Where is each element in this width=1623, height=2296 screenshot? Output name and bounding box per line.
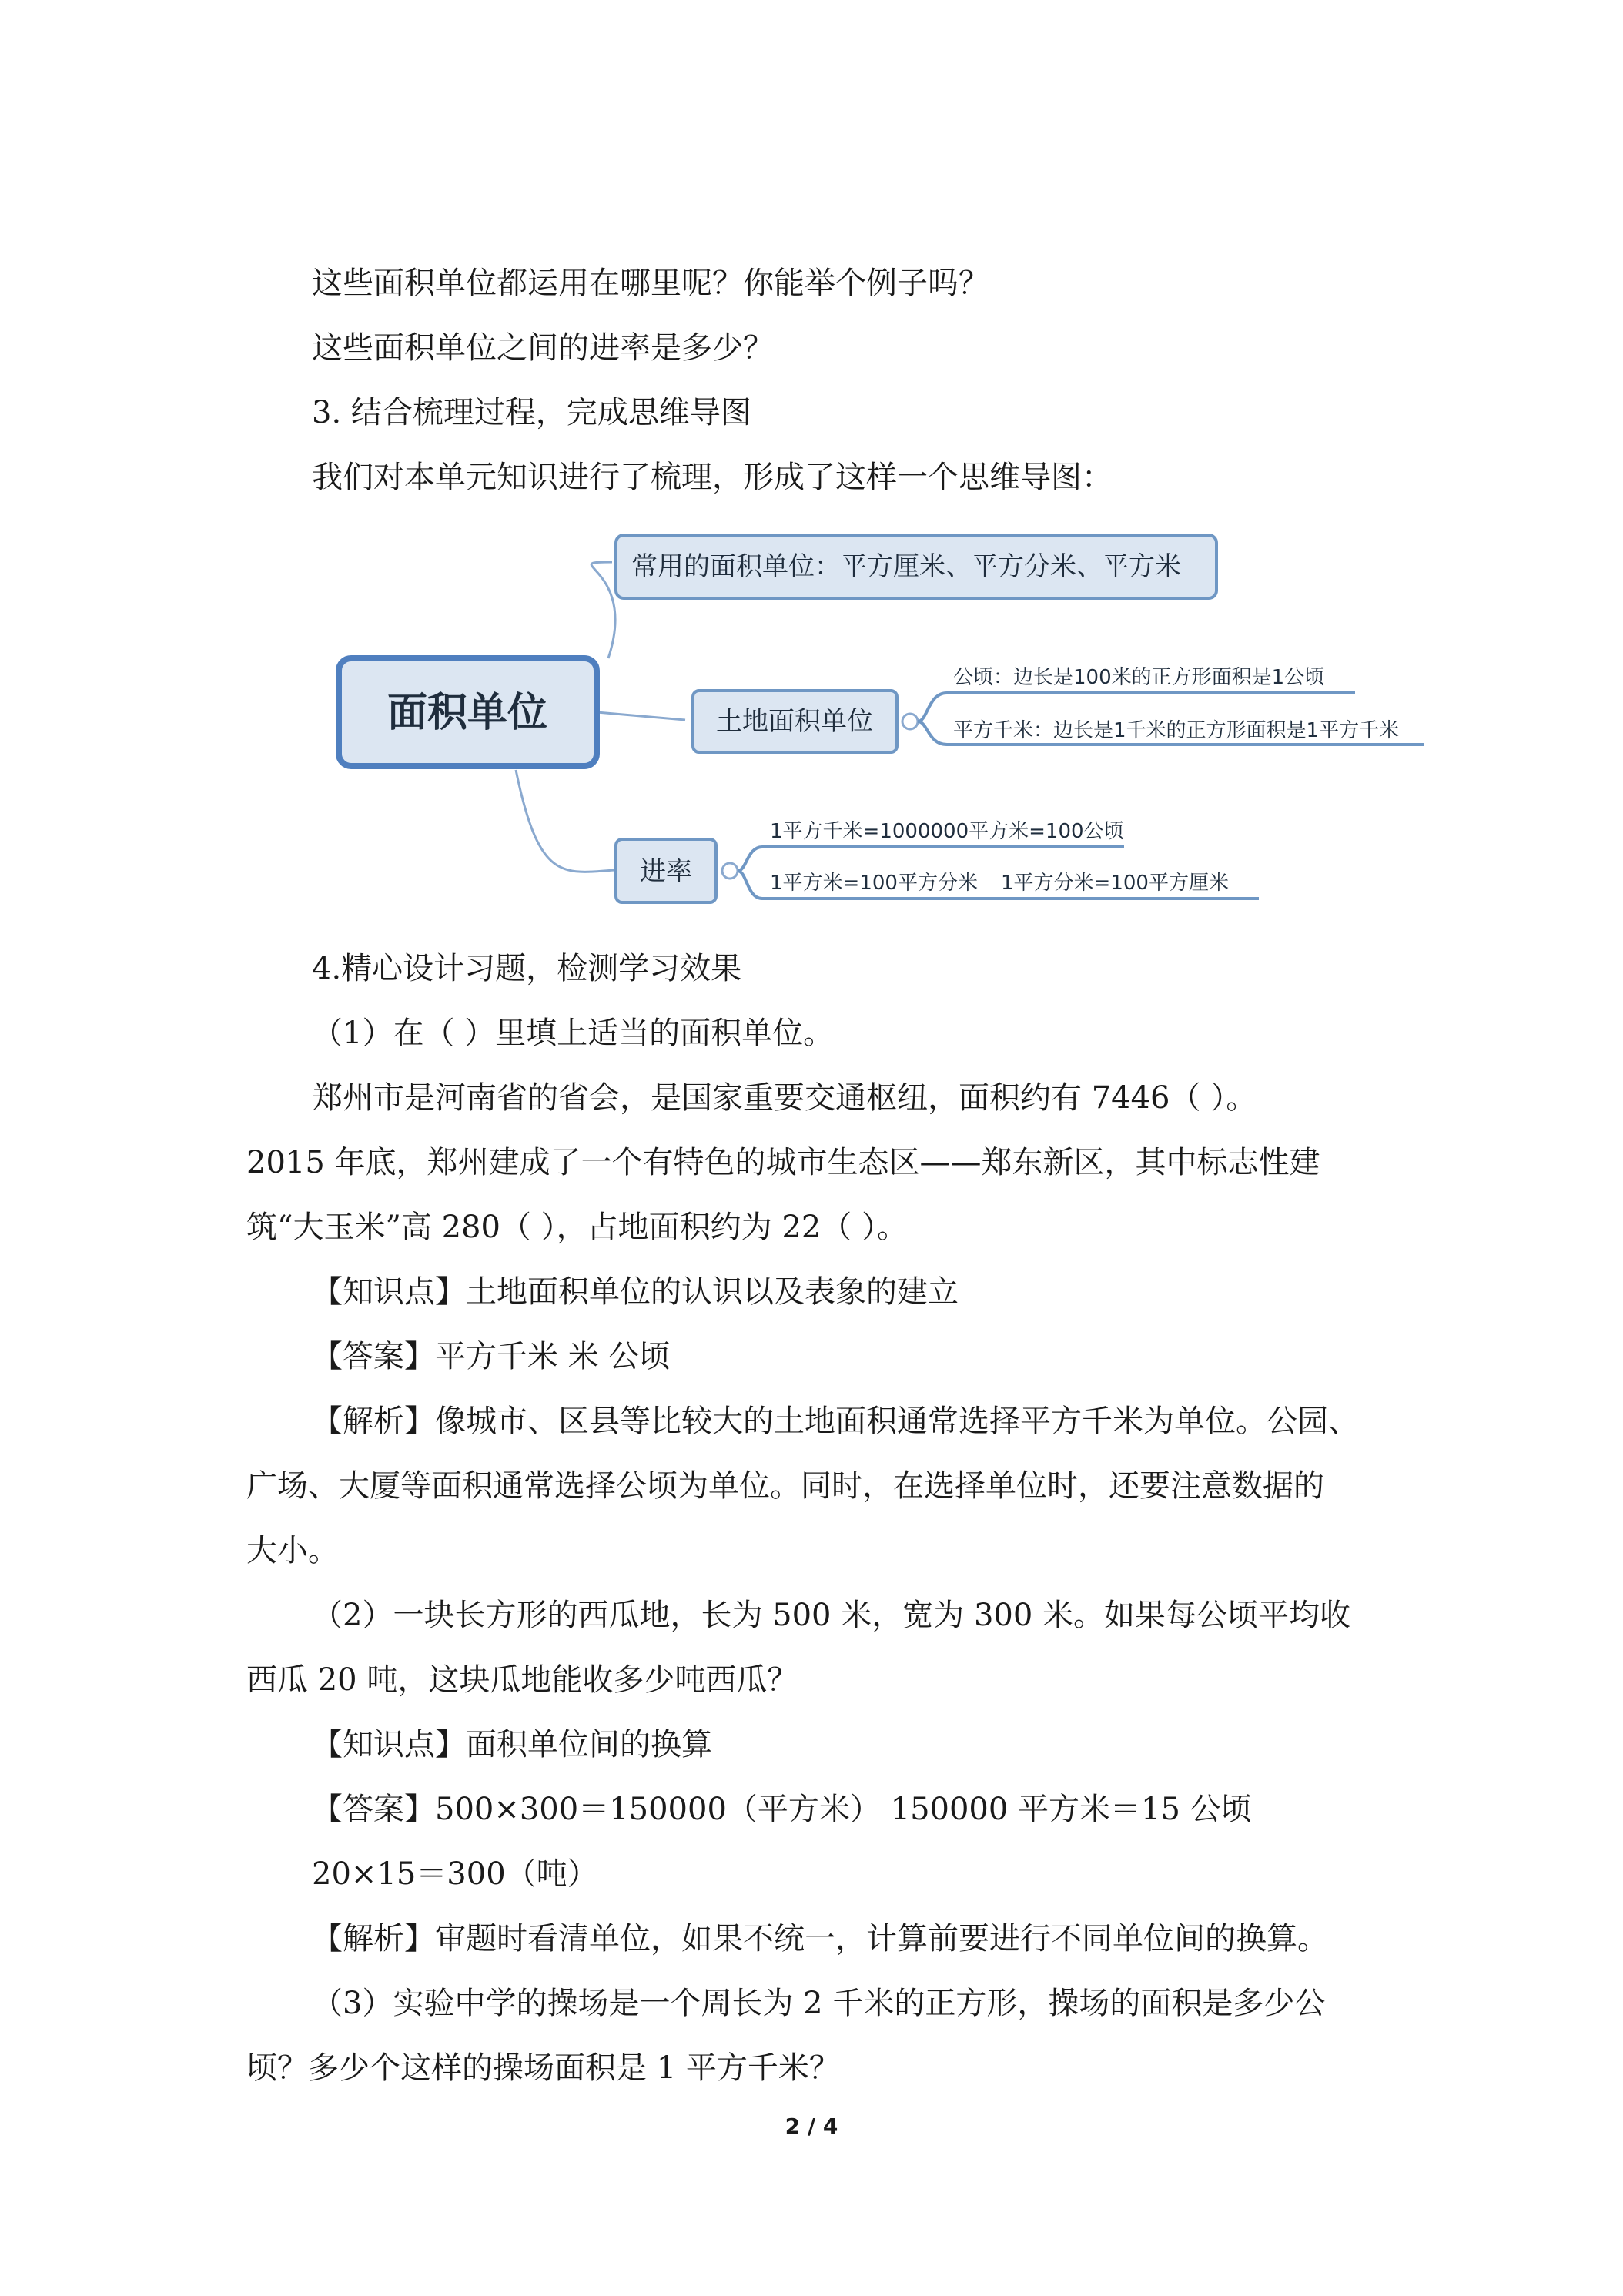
problem1-text-line3: 筑“大玉米”高 280（ ），占地面积约为 22（ ）。 xyxy=(246,1210,909,1245)
mindmap-hectare: 公顷：边长是100米的正方形面积是1公顷 xyxy=(953,666,1325,689)
problem2-title-line2: 西瓜 20 吨，这块瓜地能收多少吨西瓜？ xyxy=(246,1662,798,1698)
page-number: 2 / 4 xyxy=(785,2114,838,2139)
problem2-explain: 【解析】审题时看清单位，如果不统一，计算前要进行不同单位间的换算。 xyxy=(312,1921,1328,1956)
problem1-text-line1: 郑州市是河南省的省会，是国家重要交通枢纽，面积约有 7446（ ）。 xyxy=(312,1080,1257,1116)
problem3-title-line2: 顷？多少个这样的操场面积是 1 平方千米？ xyxy=(246,2050,840,2086)
problem1-text-line2: 2015 年底，郑州建成了一个有特色的城市生态区——郑东新区，其中标志性建 xyxy=(246,1145,1320,1180)
mindmap-rate-3: 1平方分米=100平方厘米 xyxy=(1001,872,1229,895)
problem1-title: （1）在（ ）里填上适当的面积单位。 xyxy=(312,1016,835,1051)
problem1-explain-line3: 大小。 xyxy=(246,1533,339,1568)
mindmap-rate-1: 1平方千米=1000000平方米=100公顷 xyxy=(770,820,1124,843)
mindmap-branch-land: 土地面积单位 xyxy=(716,706,873,737)
mind-map xyxy=(308,520,1447,920)
question-rate: 这些面积单位之间的进率是多少？ xyxy=(312,330,774,366)
mindmap-sqkm: 平方千米：边长是1千米的正方形面积是1平方千米 xyxy=(953,719,1400,742)
problem2-answer-line1: 【答案】500×300＝150000（平方米） 150000 平方米＝15 公顷 xyxy=(312,1792,1252,1827)
problem3-title-line1: （3）实验中学的操场是一个周长为 2 千米的正方形，操场的面积是多少公 xyxy=(312,1986,1326,2021)
problem2-title-line1: （2）一块长方形的西瓜地，长为 500 米，宽为 300 米。如果每公顷平均收 xyxy=(312,1598,1351,1633)
problem1-explain-line1: 【解析】像城市、区县等比较大的土地面积通常选择平方千米为单位。公园、 xyxy=(312,1404,1359,1439)
problem1-knowledge: 【知识点】土地面积单位的认识以及表象的建立 xyxy=(312,1274,959,1310)
question-where: 这些面积单位都运用在哪里呢？你能举个例子吗？ xyxy=(312,266,989,301)
problem2-answer-line2: 20×15＝300（吨） xyxy=(312,1856,598,1892)
problem2-knowledge: 【知识点】面积单位间的换算 xyxy=(312,1727,712,1762)
step3-heading: 3. 结合梳理过程，完成思维导图 xyxy=(312,395,751,430)
mindmap-branch-rate: 进率 xyxy=(640,856,692,887)
problem1-explain-line2: 广场、大厦等面积通常选择公顷为单位。同时，在选择单位时，还要注意数据的 xyxy=(246,1468,1324,1504)
problem1-answer: 【答案】平方千米 米 公顷 xyxy=(312,1339,671,1374)
mindmap-rate-2: 1平方米=100平方分米 xyxy=(770,872,978,895)
mindmap-intro: 我们对本单元知识进行了梳理，形成了这样一个思维导图： xyxy=(312,460,1113,495)
step4-heading: 4.精心设计习题，检测学习效果 xyxy=(312,951,742,986)
mindmap-branch-common: 常用的面积单位：平方厘米、平方分米、平方米 xyxy=(631,551,1181,582)
mindmap-center: 面积单位 xyxy=(387,690,548,736)
